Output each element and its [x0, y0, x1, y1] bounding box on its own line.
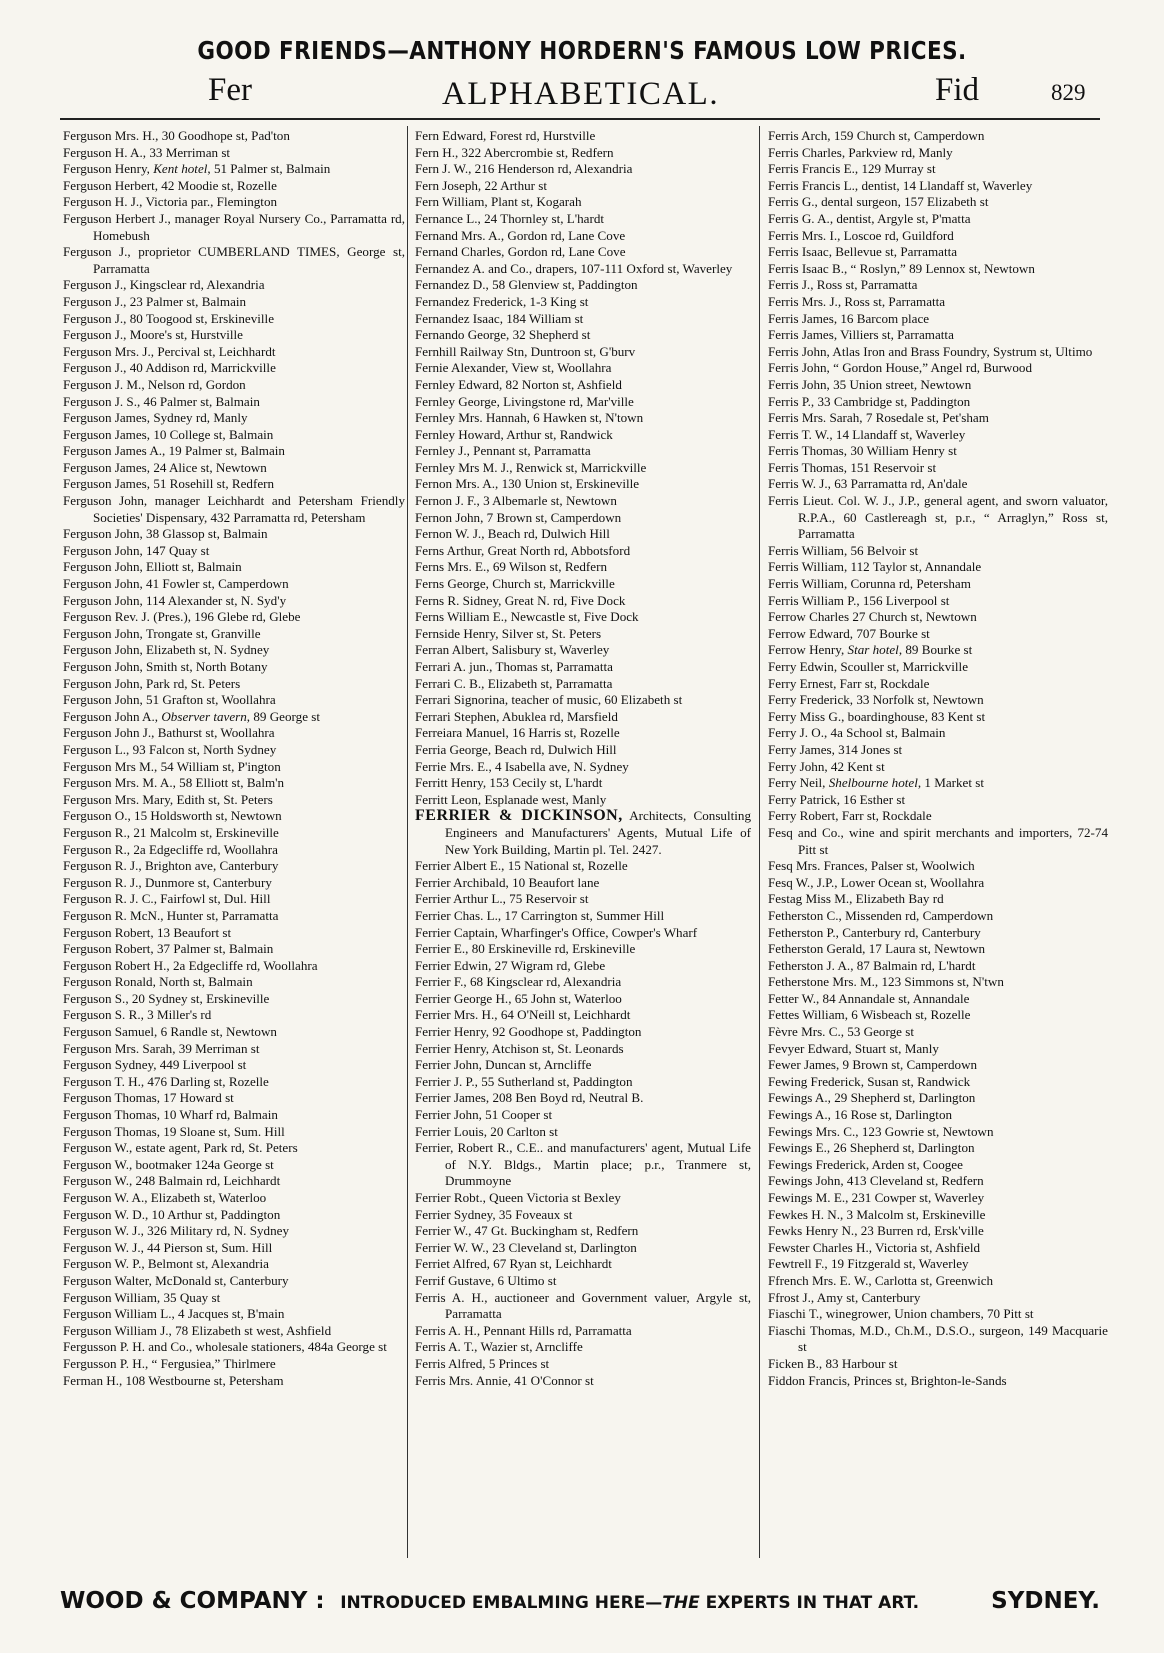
footer-slogan-italic: THE	[662, 1593, 700, 1613]
directory-entry: Ferrier Henry, 92 Goodhope st, Paddington	[415, 1024, 642, 1040]
directory-entry: Ferguson R., 2a Edgecliffe rd, Woollahra	[63, 841, 278, 857]
directory-entry: Ferguson S. R., 3 Miller's rd	[63, 1007, 212, 1023]
directory-entry: Fetter W., 84 Annandale st, Annandale	[768, 990, 970, 1006]
directory-entry: Ffrost J., Amy st, Canterbury	[768, 1289, 921, 1305]
directory-entry: Ferguson Herbert J., manager Royal Nursery Co., Parramatta rd, Homebush	[63, 210, 405, 243]
directory-entry: Fiaschi Thomas, M.D., Ch.M., D.S.O., surgeon, 149 Macquarie st	[768, 1322, 1108, 1355]
directory-entry: Ferguson J., proprietor CUMBERLAND TIMES, George st, Parramatta	[63, 244, 405, 276]
directory-entry: Fernand Charles, Gordon rd, Lane Cove	[415, 244, 626, 260]
directory-entry: Ferguson O., 15 Holdsworth st, Newtown	[63, 808, 282, 824]
directory-entry: Ferris Isaac, Bellevue st, Parramatta	[768, 244, 958, 260]
directory-entry: Ferris John, 35 Union street, Newtown	[768, 376, 972, 392]
directory-entry: Fernandez Frederick, 1-3 King st	[415, 293, 589, 309]
directory-entry: Ferguson John, 51 Grafton st, Woollahra	[63, 692, 276, 708]
directory-entry: Ferris J., Ross st, Parramatta	[768, 277, 918, 293]
directory-entry: Ferrier Chas. L., 17 Carrington st, Summer Hill	[415, 907, 665, 923]
directory-entry: Ferguson Rev. J. (Pres.), 196 Glebe rd, Glebe	[63, 609, 301, 625]
directory-entry: Ferguson Mrs. Mary, Edith st, St. Peters	[63, 791, 273, 807]
directory-entry: Fergusson P. H. and Co., wholesale stationers, 484a George st	[63, 1339, 387, 1355]
directory-entry: Ferguson Henry, Kent hotel, 51 Palmer st, Balmain	[63, 161, 331, 177]
directory-entry: Ferrier Henry, Atchison st, St. Leonards	[415, 1040, 624, 1056]
directory-entry: Ferguson John, 114 Alexander st, N. Syd'y	[63, 592, 287, 608]
directory-entry: Ferrier J. P., 55 Sutherland st, Paddington	[415, 1073, 633, 1089]
directory-entry: Ferrier Louis, 20 Carlton st	[415, 1123, 558, 1139]
directory-entry: Fettes William, 6 Wisbeach st, Rozelle	[768, 1007, 971, 1023]
directory-entry: Fewkes H. N., 3 Malcolm st, Erskineville	[768, 1206, 986, 1222]
directory-entry: Ferns R. Sidney, Great N. rd, Five Dock	[415, 592, 626, 608]
directory-entry: Ferguson James, 24 Alice st, Newtown	[63, 459, 267, 475]
directory-entry: Ferritt Leon, Esplanade west, Manly	[415, 791, 607, 807]
directory-entry: Fiaschi T., winegrower, Union chambers, 70 Pitt st	[768, 1306, 1034, 1322]
directory-entry: Fesq W., J.P., Lower Ocean st, Woollahra	[768, 874, 985, 890]
directory-entry: Fewer James, 9 Brown st, Camperdown	[768, 1057, 978, 1073]
directory-entry: Ffrench Mrs. E. W., Carlotta st, Greenwich	[768, 1272, 994, 1288]
directory-entry: Fetherston P., Canterbury rd, Canterbury	[768, 924, 981, 940]
directory-entry: Ferguson John, Elliott st, Balmain	[63, 559, 242, 575]
directory-entry: Ferrier W., 47 Gt. Buckingham st, Redfern	[415, 1223, 639, 1239]
directory-entry: Ferguson James, 51 Rosehill st, Redfern	[63, 476, 275, 492]
directory-entry: Ferguson Ronald, North st, Balmain	[63, 974, 253, 990]
directory-entry: Ferguson W., bootmaker 124a George st	[63, 1156, 274, 1172]
directory-entry: Ferguson T. H., 476 Darling st, Rozelle	[63, 1073, 269, 1089]
directory-entry: Ferrow Charles 27 Church st, Newtown	[768, 609, 977, 625]
directory-entry: Fewings Frederick, Arden st, Coogee	[768, 1156, 963, 1172]
directory-entry: Ferguson John, manager Leichhardt and Petersham Friendly Societies' Dispensary, 432 Parramatta rd, Petersham	[63, 493, 405, 525]
directory-entry: Ferguson Walter, McDonald st, Canterbury	[63, 1272, 289, 1288]
directory-entry: Fernon W. J., Beach rd, Dulwich Hill	[415, 526, 610, 542]
directory-entry: Ferran Albert, Salisbury st, Waverley	[415, 642, 610, 658]
directory-entry: Fernance L., 24 Thornley st, L'hardt	[415, 210, 605, 226]
directory-entry: Ferguson J. M., Nelson rd, Gordon	[63, 376, 246, 392]
directory-entry: Ferrari C. B., Elizabeth st, Parramatta	[415, 675, 613, 691]
directory-entry: Ferguson R. McN., Hunter st, Parramatta	[63, 907, 279, 923]
page-title: ALPHABETICAL.	[442, 76, 720, 112]
directory-entry: Fernhill Railway Stn, Duntroon st, G'burv	[415, 343, 636, 359]
directory-entry: Ferry John, 42 Kent st	[768, 758, 885, 774]
directory-entry: Ferguson J., Moore's st, Hurstville	[63, 327, 243, 343]
directory-entry: Ferris John, “ Gordon House,” Angel rd, Burwood	[768, 360, 1033, 376]
directory-entry: Ferguson Sydney, 449 Liverpool st	[63, 1057, 247, 1073]
directory-entry: Fernon J. F., 3 Albemarle st, Newtown	[415, 493, 617, 509]
directory-entry: Ferritt Henry, 153 Cecily st, L'hardt	[415, 775, 603, 791]
directory-entry: Ferris Mrs. I., Loscoe rd, Guildford	[768, 227, 954, 243]
directory-entry: Fernside Henry, Silver st, St. Peters	[415, 625, 602, 641]
directory-entry: Fetherston Gerald, 17 Laura st, Newtown	[768, 941, 986, 957]
directory-entry: Ferguson R. J., Brighton ave, Canterbury	[63, 858, 279, 874]
directory-entry: Ferrier Mrs. H., 64 O'Neill st, Leichhardt	[415, 1007, 631, 1023]
directory-entry: Ferguson Mrs. Sarah, 39 Merriman st	[63, 1040, 260, 1056]
directory-entry: Ferrier Archibald, 10 Beaufort lane	[415, 874, 600, 890]
directory-entry: Ferry Patrick, 16 Esther st	[768, 791, 906, 807]
directory-entry: Ferris James, Villiers st, Parramatta	[768, 327, 954, 343]
directory-entry: Fewtrell F., 19 Fitzgerald st, Waverley	[768, 1256, 969, 1272]
directory-column-1	[63, 128, 405, 1389]
directory-entry: Fiddon Francis, Princes st, Brighton-le-Sands	[768, 1372, 1007, 1388]
directory-entry: Ferris A. H., auctioneer and Government valuer, Argyle st, Parramatta	[415, 1289, 751, 1322]
directory-entry: Ferguson James, Sydney rd, Manly	[63, 410, 248, 426]
directory-entry: Ferris John, Atlas Iron and Brass Foundry, Systrum st, Ultimo	[768, 343, 1093, 359]
directory-entry: Ferris William, 56 Belvoir st	[768, 542, 919, 558]
directory-entry: Ferguson John A., Observer tavern, 89 George st	[63, 708, 321, 724]
directory-entry: Ferguson John, 38 Glassop st, Balmain	[63, 526, 268, 542]
directory-entry: Fernley Mrs. Hannah, 6 Hawken st, N'town	[415, 410, 644, 426]
directory-entry: Ferguson Mrs. H., 30 Goodhope st, Pad'ton	[63, 128, 290, 143]
directory-entry: Ferguson Robert, 13 Beaufort st	[63, 924, 232, 940]
directory-entry: Ferguson Mrs. M. A., 58 Elliott st, Balm'n	[63, 775, 285, 791]
directory-entry: Ferguson W. D., 10 Arthur st, Paddington	[63, 1206, 281, 1222]
directory-entry: Fewing Frederick, Susan st, Randwick	[768, 1073, 971, 1089]
directory-entry: Fetherstone Mrs. M., 123 Simmons st, N'twn	[768, 974, 1004, 990]
directory-entry: Fern J. W., 216 Henderson rd, Alexandria	[415, 161, 633, 177]
directory-entry: Fesq Mrs. Frances, Palser st, Woolwich	[768, 858, 975, 874]
directory-entry: Ferris William, Corunna rd, Petersham	[768, 576, 971, 592]
directory-entry: Ferris P., 33 Cambridge st, Paddington	[768, 393, 971, 409]
directory-entry: Fetherston J. A., 87 Balmain rd, L'hardt	[768, 957, 976, 973]
directory-entry: Ferris Mrs. Sarah, 7 Rosedale st, Pet'sham	[768, 410, 989, 426]
directory-entry: Fèvre Mrs. C., 53 George st	[768, 1024, 914, 1040]
header-rule	[60, 118, 1100, 120]
directory-entry: Ferguson W. J., 326 Military rd, N. Sydney	[63, 1223, 289, 1239]
directory-entry: Ferns Mrs. E., 69 Wilson st, Redfern	[415, 559, 607, 575]
directory-column-2	[415, 128, 751, 1389]
directory-entry: Ferris Mrs. Annie, 41 O'Connor st	[415, 1372, 594, 1388]
directory-entry: Ferguson Robert, 37 Palmer st, Balmain	[63, 941, 274, 957]
directory-entry: Ferris Arch, 159 Church st, Camperdown	[768, 128, 985, 143]
directory-entry: Ferrier Albert E., 15 National st, Rozelle	[415, 858, 628, 874]
directory-entry: Fewks Henry N., 23 Burren rd, Ersk'ville	[768, 1223, 984, 1239]
directory-entry: Fewings A., 29 Shepherd st, Darlington	[768, 1090, 976, 1106]
column-divider-1	[407, 126, 408, 1558]
directory-entry: Fernley George, Livingstone rd, Mar'ville	[415, 393, 634, 409]
directory-entry: Fewster Charles H., Victoria st, Ashfield	[768, 1239, 981, 1255]
directory-entry: Ferguson John, Smith st, North Botany	[63, 659, 268, 674]
italic-text: Star hotel	[847, 642, 899, 658]
directory-entry: Ferrier, Robert R., C.E.. and manufacturers' agent, Mutual Life of N.Y. Bldgs., Martin place; p.r., Tranmere st, Drummoyne	[415, 1140, 751, 1189]
directory-entry: Ferrier John, Duncan st, Arncliffe	[415, 1057, 592, 1073]
footer-slogan-part-2: EXPERTS IN THAT ART.	[699, 1593, 920, 1613]
directory-entry: Ferguson James A., 19 Palmer st, Balmain	[63, 443, 285, 459]
directory-entry: Ferguson John, Park rd, St. Peters	[63, 675, 241, 691]
directory-entry: Ferrier F., 68 Kingsclear rd, Alexandria	[415, 974, 622, 990]
directory-entry: Ferrier George H., 65 John st, Waterloo	[415, 990, 622, 1006]
directory-entry: Ferguson Thomas, 19 Sloane st, Sum. Hill	[63, 1123, 285, 1139]
directory-entry: Fewings A., 16 Rose st, Darlington	[768, 1107, 953, 1123]
directory-entry: Fernley Mrs M. J., Renwick st, Marrickville	[415, 459, 647, 475]
directory-entry: Ferguson L., 93 Falcon st, North Sydney	[63, 741, 277, 757]
bottom-advertisement-banner	[60, 1588, 1100, 1614]
directory-entry: Fewings John, 413 Cleveland st, Redfern	[768, 1173, 984, 1189]
directory-entry: Ferguson Thomas, 10 Wharf rd, Balmain	[63, 1107, 278, 1123]
directory-entry: Ferrow Edward, 707 Bourke st	[768, 625, 930, 641]
italic-text: Shelbourne hotel	[828, 775, 918, 791]
directory-entry: Ferreiara Manuel, 16 Harris st, Rozelle	[415, 725, 620, 741]
directory-entry: Ferguson John, Elizabeth st, N. Sydney	[63, 642, 270, 658]
directory-entry: Fern William, Plant st, Kogarah	[415, 194, 582, 210]
directory-entry: Fewings E., 26 Shepherd st, Darlington	[768, 1140, 975, 1156]
directory-entry: Ferrow Henry, Star hotel, 89 Bourke st	[768, 642, 973, 658]
directory-entry: Ferry Neil, Shelbourne hotel, 1 Market st	[768, 775, 985, 791]
directory-entry: Fergusson P. H., “ Fergusiea,” Thirlmere	[63, 1355, 276, 1371]
directory-entry: Ferguson Samuel, 6 Randle st, Newtown	[63, 1024, 277, 1040]
directory-entry: Ferns George, Church st, Marrickville	[415, 576, 615, 592]
directory-entry: Festag Miss M., Elizabeth Bay rd	[768, 891, 944, 907]
directory-entry: Fernand Mrs. A., Gordon rd, Lane Cove	[415, 227, 626, 243]
directory-entry: Ferris Isaac B., “ Roslyn,” 89 Lennox st, Newtown	[768, 260, 1035, 276]
directory-entry: Fetherston C., Missenden rd, Camperdown	[768, 907, 994, 923]
directory-entry: Ferris Mrs. J., Ross st, Parramatta	[768, 293, 946, 309]
directory-entry: Ferry Robert, Farr st, Rockdale	[768, 808, 932, 824]
directory-entry: Ferris Thomas, 151 Reservoir st	[768, 459, 937, 475]
directory-entry: Ferguson Mrs M., 54 William st, P'ington	[63, 758, 281, 774]
directory-entry: Fernie Alexander, View st, Woollahra	[415, 360, 612, 376]
footer-company: WOOD & COMPANY :	[60, 1588, 325, 1614]
directory-entry: Ferman H., 108 Westbourne st, Petersham	[63, 1372, 284, 1388]
directory-entry: Ferrier Robt., Queen Victoria st Bexley	[415, 1190, 621, 1205]
directory-entry: Ferns Arthur, Great North rd, Abbotsford	[415, 542, 631, 558]
directory-entry: Ferrie Mrs. E., 4 Isabella ave, N. Sydney	[415, 758, 629, 774]
directory-entry: Ferry Miss G., boardinghouse, 83 Kent st	[768, 708, 986, 724]
directory-entry: Ferris G. A., dentist, Argyle st, P'matta	[768, 210, 971, 226]
footer-slogan-part-1: INTRODUCED EMBALMING HERE—	[340, 1593, 663, 1613]
left-guide-word: Fer	[208, 72, 252, 108]
directory-entry: Ferria George, Beach rd, Dulwich Hill	[415, 741, 617, 757]
directory-entry: Ferrif Gustave, 6 Ultimo st	[415, 1272, 557, 1288]
directory-entry: Ferguson J., 23 Palmer st, Balmain	[63, 293, 247, 309]
directory-entry: Ferguson W. A., Elizabeth st, Waterloo	[63, 1190, 267, 1205]
directory-entry: Ferris A. H., Pennant Hills rd, Parramatta	[415, 1322, 632, 1338]
directory-entry: Ficken B., 83 Harbour st	[768, 1355, 898, 1371]
directory-entry: Fernandez A. and Co., drapers, 107-111 Oxford st, Waverley	[415, 260, 733, 276]
directory-entry: Fernon John, 7 Brown st, Camperdown	[415, 509, 622, 525]
footer-slogan	[340, 1593, 919, 1613]
directory-entry: Ferry Frederick, 33 Norfolk st, Newtown	[768, 692, 984, 708]
directory-entry: Fevyer Edward, Stuart st, Manly	[768, 1040, 939, 1056]
directory-entry: Ferrier Arthur L., 75 Reservoir st	[415, 891, 589, 907]
directory-entry: Fernley Edward, 82 Norton st, Ashfield	[415, 376, 622, 392]
directory-entry: FERRIER & DICKINSON, Architects, Consulting Engineers and Manufacturers' Agents, Mutual Life of New York Building, Martin pl. Tel. 2427.	[415, 807, 751, 857]
directory-entry: Ferguson William J., 78 Elizabeth st west, Ashfield	[63, 1322, 332, 1338]
directory-entry: Ferrier James, 208 Ben Boyd rd, Neutral B.	[415, 1090, 644, 1106]
directory-entry: Ferris James, 16 Barcom place	[768, 310, 930, 326]
directory-entry: Ferguson J., Kingsclear rd, Alexandria	[63, 277, 265, 293]
directory-entry: Ferrari Signorina, teacher of music, 60 Elizabeth st	[415, 692, 683, 708]
directory-entry: Ferguson J., 80 Toogood st, Erskineville	[63, 310, 275, 326]
directory-entry: Ferris Francis E., 129 Murray st	[768, 161, 936, 177]
directory-entry: Ferriet Alfred, 67 Ryan st, Leichhardt	[415, 1256, 612, 1272]
directory-entry: Ferguson William, 35 Quay st	[63, 1289, 221, 1305]
directory-entry: Ferguson John, Trongate st, Granville	[63, 625, 261, 641]
directory-entry: Ferguson W. J., 44 Pierson st, Sum. Hill	[63, 1239, 273, 1255]
directory-entry: Ferrari Stephen, Abuklea rd, Marsfield	[415, 708, 618, 724]
directory-entry: Ferguson R., 21 Malcolm st, Erskineville	[63, 824, 279, 840]
italic-text: Kent hotel	[153, 161, 208, 177]
directory-entry: Ferguson James, 10 College st, Balmain	[63, 426, 274, 442]
directory-entry: Ferns William E., Newcastle st, Five Dock	[415, 609, 639, 625]
directory-entry: Ferris William P., 156 Liverpool st	[768, 592, 950, 608]
directory-entry: Ferrier W. W., 23 Cleveland st, Darlington	[415, 1239, 637, 1255]
directory-entry: Fewings M. E., 231 Cowper st, Waverley	[768, 1190, 985, 1205]
directory-entry: Ferguson William L., 4 Jacques st, B'main	[63, 1306, 285, 1322]
directory-column-3	[768, 128, 1108, 1389]
directory-entry: Ferrier Captain, Wharfinger's Office, Cowper's Wharf	[415, 924, 698, 940]
italic-text: Observer tavern	[161, 708, 247, 724]
directory-entry: Ferris W. J., 63 Parramatta rd, An'dale	[768, 476, 968, 492]
right-guide-word: Fid	[935, 72, 980, 108]
directory-entry: Ferguson W., estate agent, Park rd, St. Peters	[63, 1140, 298, 1156]
directory-entry: Fernon Mrs. A., 130 Union st, Erskineville	[415, 476, 640, 492]
directory-entry: Ferry James, 314 Jones st	[768, 741, 903, 757]
directory-entry: Ferguson Thomas, 17 Howard st	[63, 1090, 234, 1106]
directory-entry: Fern Edward, Forest rd, Hurstville	[415, 128, 596, 143]
directory-entry: Ferguson R. J. C., Fairfowl st, Dul. Hill	[63, 891, 271, 907]
directory-entry: Ferguson Robert H., 2a Edgecliffe rd, Woollahra	[63, 957, 318, 973]
directory-entry: Fernley Howard, Arthur st, Randwick	[415, 426, 613, 442]
directory-entry: Ferris Francis L., dentist, 14 Llandaff st, Waverley	[768, 177, 1033, 193]
directory-entry: Ferris William, 112 Taylor st, Annandale	[768, 559, 982, 575]
directory-entry: Fesq and Co., wine and spirit merchants and importers, 72-74 Pitt st	[768, 824, 1108, 857]
directory-entry: Ferrier E., 80 Erskineville rd, Erskineville	[415, 941, 636, 957]
directory-entry: Ferry J. O., 4a School st, Balmain	[768, 725, 946, 741]
top-advertisement-banner: GOOD FRIENDS—ANTHONY HORDERN'S FAMOUS LOW PRICES.	[197, 36, 967, 65]
directory-entry: Ferguson H. J., Victoria par., Flemington	[63, 194, 278, 210]
directory-entry: Ferrier Edwin, 27 Wigram rd, Glebe	[415, 957, 606, 973]
directory-entry: Ferguson H. A., 33 Merriman st	[63, 144, 231, 160]
directory-entry: Ferguson W., 248 Balmain rd, Leichhardt	[63, 1173, 281, 1189]
directory-entry: Ferrier John, 51 Cooper st	[415, 1107, 553, 1123]
directory-entry: Ferris T. W., 14 Llandaff st, Waverley	[768, 426, 966, 442]
directory-entry: Ferguson J., 40 Addison rd, Marrickville	[63, 360, 276, 376]
directory-entry: Ferris Alfred, 5 Princes st	[415, 1355, 550, 1371]
column-divider-2	[759, 126, 760, 1558]
directory-entry: Ferris Lieut. Col. W. J., J.P., general agent, and sworn valuator, R.P.A., 60 Castlereagh st, p.r., “ Arraglyn,” Ross st, Parramatta	[768, 493, 1108, 542]
directory-entry: Ferris Thomas, 30 William Henry st	[768, 443, 957, 459]
directory-entry: Ferry Ernest, Farr st, Rockdale	[768, 675, 930, 691]
directory-entry: Fernandez D., 58 Glenview st, Paddington	[415, 277, 638, 293]
footer-city: SYDNEY.	[991, 1588, 1100, 1614]
directory-entry: Ferguson J. S., 46 Palmer st, Balmain	[63, 393, 260, 409]
directory-entry: Ferguson Herbert, 42 Moodie st, Rozelle	[63, 177, 277, 193]
directory-entry: Ferrari A. jun., Thomas st, Parramatta	[415, 659, 613, 674]
directory-entry: Ferguson John J., Bathurst st, Woollahra	[63, 725, 275, 741]
directory-entry: Ferguson Mrs. J., Percival st, Leichhardt	[63, 343, 276, 359]
directory-entry: Fewings Mrs. C., 123 Gowrie st, Newtown	[768, 1123, 994, 1139]
directory-entry: Ferrier Sydney, 35 Foveaux st	[415, 1206, 573, 1222]
directory-entry: Ferguson R. J., Dunmore st, Canterbury	[63, 874, 272, 890]
directory-entry: Fern H., 322 Abercrombie st, Redfern	[415, 144, 614, 160]
directory-entry: Fernandez Isaac, 184 William st	[415, 310, 584, 326]
directory-entry: Ferguson S., 20 Sydney st, Erskineville	[63, 990, 270, 1006]
directory-entry: Ferris G., dental surgeon, 157 Elizabeth st	[768, 194, 989, 210]
directory-entry: Fernley J., Pennant st, Parramatta	[415, 443, 591, 459]
firm-name: FERRIER & DICKINSON,	[415, 807, 623, 825]
directory-entry: Ferguson John, 41 Fowler st, Camperdown	[63, 576, 289, 592]
directory-entry: Ferguson John, 147 Quay st	[63, 542, 210, 558]
directory-entry: Ferguson W. P., Belmont st, Alexandria	[63, 1256, 269, 1272]
directory-entry: Fernando George, 32 Shepherd st	[415, 327, 591, 343]
directory-entry: Ferry Edwin, Scouller st, Marrickville	[768, 659, 968, 674]
page-number: 829	[1051, 80, 1086, 105]
directory-entry: Ferris Charles, Parkview rd, Manly	[768, 144, 953, 160]
directory-entry: Ferris A. T., Wazier st, Arncliffe	[415, 1339, 583, 1355]
directory-entry: Fern Joseph, 22 Arthur st	[415, 177, 548, 193]
